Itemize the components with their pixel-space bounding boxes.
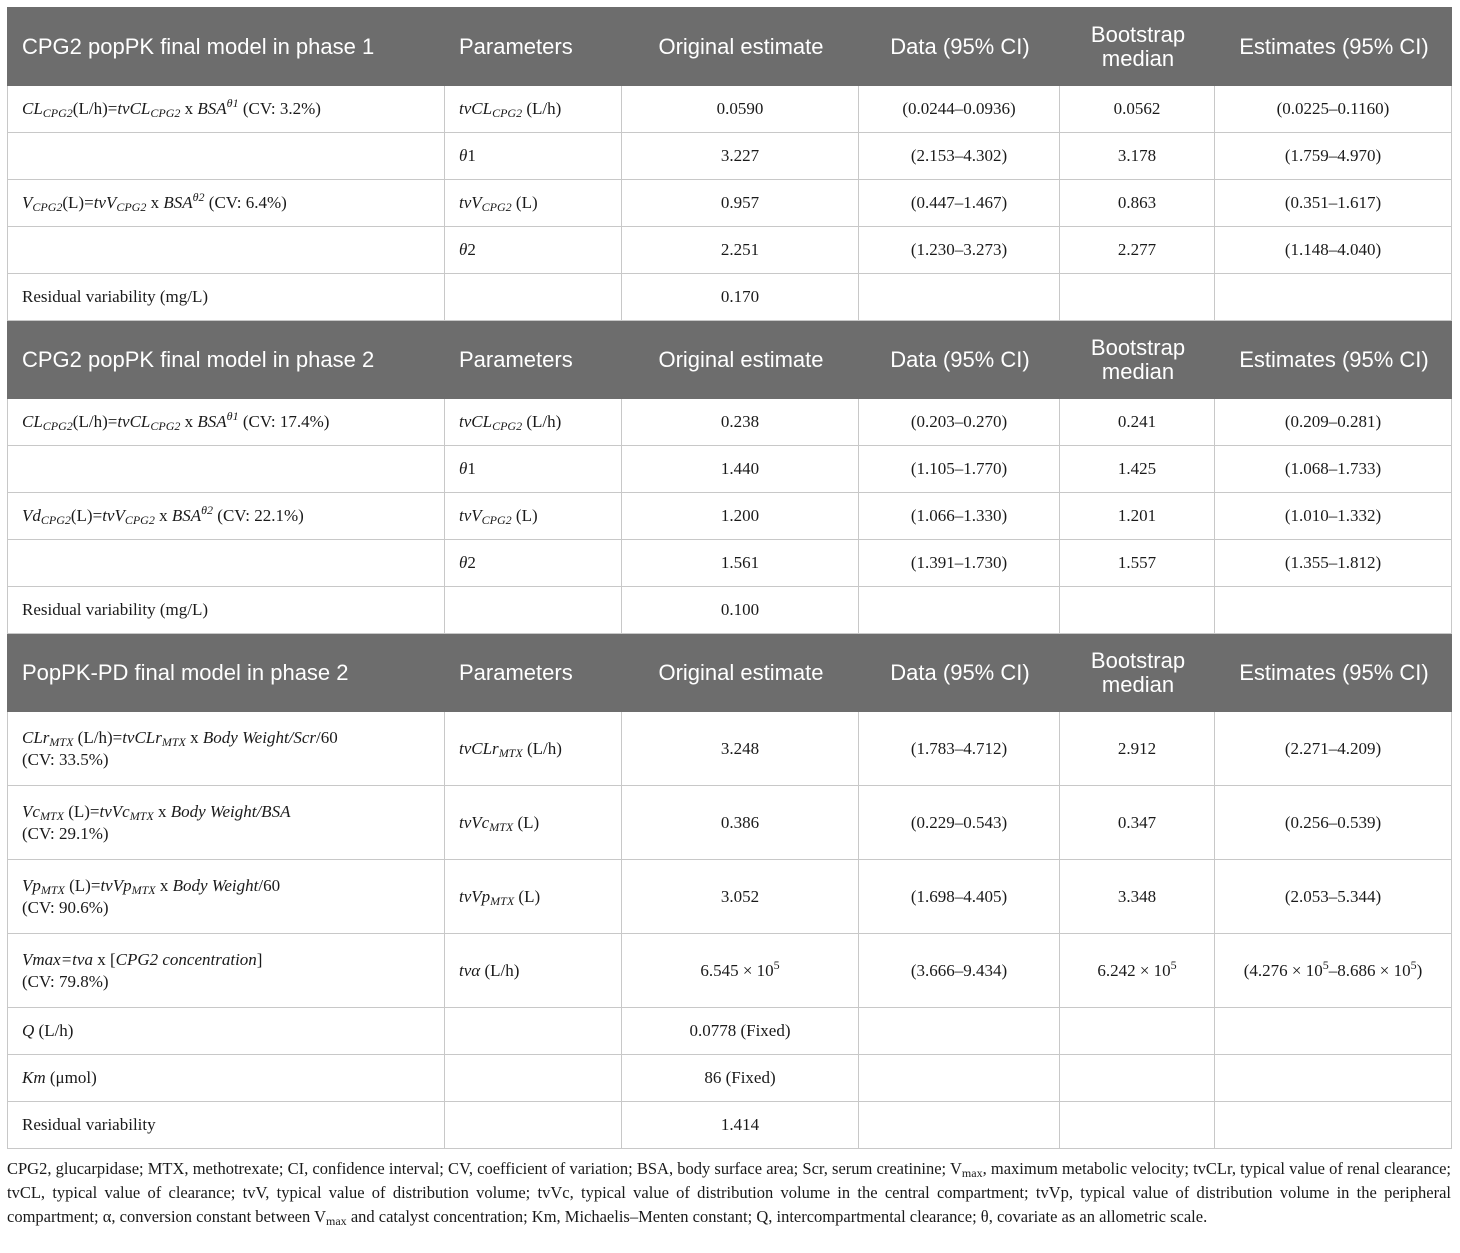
parameter-name: θ1 bbox=[445, 133, 622, 180]
data-ci: (3.666–9.434) bbox=[859, 934, 1060, 1008]
estimates-ci bbox=[1215, 587, 1452, 634]
table-row bbox=[8, 86, 1452, 133]
estimates-ci bbox=[1215, 1008, 1452, 1055]
section-header bbox=[8, 321, 1452, 399]
section-title: PopPK-PD final model in phase 2 bbox=[8, 634, 445, 712]
model-equation: $CL_{CPG2}(L/h)=tvCL_{CPG2}$ x $BSA^{\theta 1}$ (CV: 3.2%) bbox=[8, 86, 445, 133]
bootstrap-median: 0.347 bbox=[1060, 786, 1215, 860]
row-label: Residual variability bbox=[8, 1102, 445, 1149]
original-estimate: 86 (Fixed) bbox=[622, 1055, 859, 1102]
data-ci: (0.203–0.270) bbox=[859, 399, 1060, 446]
section-header bbox=[8, 634, 1452, 712]
estimates-ci: (1.068–1.733) bbox=[1215, 446, 1452, 493]
data-ci: (1.698–4.405) bbox=[859, 860, 1060, 934]
parameter-name: tvV$_{CPG2}$ (L) bbox=[445, 180, 622, 227]
original-estimate: 0.0590 bbox=[622, 86, 859, 133]
section-title: CPG2 popPK final model in phase 1 bbox=[8, 8, 445, 86]
original-estimate: $6.545 \times 10^5$ bbox=[622, 934, 859, 1008]
estimates-ci: (0.0225–0.1160) bbox=[1215, 86, 1452, 133]
col-header-parameters: Parameters bbox=[445, 634, 622, 712]
estimates-ci bbox=[1215, 1102, 1452, 1149]
parameter-name: tvV$_{CPG2}$ (L) bbox=[445, 493, 622, 540]
model-equation: $Vc_{MTX}$ (L)=tvVc$_{MTX}$ x Body Weight/BSA (CV: 29.1%) bbox=[8, 786, 445, 860]
bootstrap-median bbox=[1060, 587, 1215, 634]
estimates-ci: (1.759–4.970) bbox=[1215, 133, 1452, 180]
bootstrap-median: $6.242 \times 10^5$ bbox=[1060, 934, 1215, 1008]
parameter-table bbox=[7, 7, 1452, 1149]
data-ci: (0.447–1.467) bbox=[859, 180, 1060, 227]
parameter-name: θ1 bbox=[445, 446, 622, 493]
estimates-ci: (0.351–1.617) bbox=[1215, 180, 1452, 227]
data-ci: (1.066–1.330) bbox=[859, 493, 1060, 540]
table-row bbox=[8, 1102, 1452, 1149]
data-ci: (1.783–4.712) bbox=[859, 712, 1060, 786]
model-equation: $Vp_{MTX}$ (L)=tvVp$_{MTX}$ x Body Weight/60 (CV: 90.6%) bbox=[8, 860, 445, 934]
original-estimate: 1.440 bbox=[622, 446, 859, 493]
data-ci: (0.229–0.543) bbox=[859, 786, 1060, 860]
table-row bbox=[8, 712, 1452, 786]
table-row bbox=[8, 227, 1452, 274]
original-estimate: 0.100 bbox=[622, 587, 859, 634]
section-title: CPG2 popPK final model in phase 2 bbox=[8, 321, 445, 399]
table-row bbox=[8, 1008, 1452, 1055]
parameter-name: θ2 bbox=[445, 540, 622, 587]
estimates-ci: (1.148–4.040) bbox=[1215, 227, 1452, 274]
row-label: Residual variability (mg/L) bbox=[8, 274, 445, 321]
parameter-name: tvCLr$_{MTX}$ (L/h) bbox=[445, 712, 622, 786]
parameter-name: tvCL$_{CPG2}$ (L/h) bbox=[445, 399, 622, 446]
table-row bbox=[8, 493, 1452, 540]
parameter-name bbox=[445, 1055, 622, 1102]
table-row bbox=[8, 587, 1452, 634]
original-estimate: 1.200 bbox=[622, 493, 859, 540]
bootstrap-median bbox=[1060, 274, 1215, 321]
col-header-data: Data (95% CI) bbox=[859, 634, 1060, 712]
data-ci bbox=[859, 274, 1060, 321]
table-footnote: CPG2, glucarpidase; MTX, methotrexate; CI, confidence interval; CV, coefficient of variation; BSA, body surface area; Scr, serum creatinine; $V_{max}$, maximum metabolic velocity; tvCLr, typical value of renal clearance; tvCL, typical value of clearance; tvV, typical value of distribution volume; tvVc, typical value of distribution volume in the central compartment; tvVp, typical value of distribution volume in the peripheral compartment; α, conversion constant between $V_{max}$ and catalyst concentration; Km, Michaelis–Menten constant; Q, intercompartmental clearance; θ, covariate as an allometric scale. bbox=[7, 1159, 1451, 1228]
col-header-parameters: Parameters bbox=[445, 8, 622, 86]
table-row bbox=[8, 860, 1452, 934]
model-equation: $V_{CPG2}(L)=tvV_{CPG2}$ x $BSA^{\theta 2}$ (CV: 6.4%) bbox=[8, 180, 445, 227]
parameter-name bbox=[445, 1102, 622, 1149]
table-row bbox=[8, 934, 1452, 1008]
original-estimate: 2.251 bbox=[622, 227, 859, 274]
parameter-name: tvVp$_{MTX}$ (L) bbox=[445, 860, 622, 934]
bootstrap-median: 0.241 bbox=[1060, 399, 1215, 446]
bootstrap-median: 3.348 bbox=[1060, 860, 1215, 934]
table-row bbox=[8, 274, 1452, 321]
estimates-ci: (2.271–4.209) bbox=[1215, 712, 1452, 786]
original-estimate: 1.561 bbox=[622, 540, 859, 587]
bootstrap-median: 1.201 bbox=[1060, 493, 1215, 540]
model-equation: $Vd_{CPG2}(L)=tvV_{CPG2}$ x $BSA^{\theta 2}$ (CV: 22.1%) bbox=[8, 493, 445, 540]
estimates-ci: $(4.276 \times 10^5-8.686 \times 10^5)$ bbox=[1215, 934, 1452, 1008]
bootstrap-median: 2.912 bbox=[1060, 712, 1215, 786]
data-ci bbox=[859, 1102, 1060, 1149]
estimates-ci bbox=[1215, 274, 1452, 321]
original-estimate: 3.227 bbox=[622, 133, 859, 180]
row-label: Km (μmol) bbox=[8, 1055, 445, 1102]
data-ci: (0.0244–0.0936) bbox=[859, 86, 1060, 133]
col-header-original: Original estimate bbox=[622, 634, 859, 712]
original-estimate: 3.052 bbox=[622, 860, 859, 934]
model-equation: $CL_{CPG2}(L/h)=tvCL_{CPG2}$ x $BSA^{\theta 1}$ (CV: 17.4%) bbox=[8, 399, 445, 446]
col-header-data: Data (95% CI) bbox=[859, 8, 1060, 86]
col-header-bootstrap: Bootstrap median bbox=[1060, 8, 1215, 86]
parameter-name bbox=[445, 274, 622, 321]
col-header-estimates: Estimates (95% CI) bbox=[1215, 8, 1452, 86]
original-estimate: 0.0778 (Fixed) bbox=[622, 1008, 859, 1055]
parameter-name bbox=[445, 587, 622, 634]
bootstrap-median: 2.277 bbox=[1060, 227, 1215, 274]
col-header-original: Original estimate bbox=[622, 321, 859, 399]
row-label: Residual variability (mg/L) bbox=[8, 587, 445, 634]
section-header bbox=[8, 8, 1452, 86]
bootstrap-median: 0.0562 bbox=[1060, 86, 1215, 133]
original-estimate: 0.386 bbox=[622, 786, 859, 860]
data-ci: (1.391–1.730) bbox=[859, 540, 1060, 587]
parameter-name bbox=[445, 1008, 622, 1055]
col-header-original: Original estimate bbox=[622, 8, 859, 86]
model-equation bbox=[8, 227, 445, 274]
col-header-bootstrap: Bootstrap median bbox=[1060, 321, 1215, 399]
model-equation bbox=[8, 133, 445, 180]
estimates-ci: (0.209–0.281) bbox=[1215, 399, 1452, 446]
table-row bbox=[8, 540, 1452, 587]
bootstrap-median bbox=[1060, 1055, 1215, 1102]
data-ci bbox=[859, 587, 1060, 634]
estimates-ci: (2.053–5.344) bbox=[1215, 860, 1452, 934]
col-header-parameters: Parameters bbox=[445, 321, 622, 399]
bootstrap-median: 1.425 bbox=[1060, 446, 1215, 493]
col-header-estimates: Estimates (95% CI) bbox=[1215, 321, 1452, 399]
col-header-estimates: Estimates (95% CI) bbox=[1215, 634, 1452, 712]
parameter-name: tvVc$_{MTX}$ (L) bbox=[445, 786, 622, 860]
estimates-ci bbox=[1215, 1055, 1452, 1102]
table-row bbox=[8, 133, 1452, 180]
table-row bbox=[8, 446, 1452, 493]
bootstrap-median bbox=[1060, 1102, 1215, 1149]
col-header-data: Data (95% CI) bbox=[859, 321, 1060, 399]
model-equation bbox=[8, 446, 445, 493]
original-estimate: 3.248 bbox=[622, 712, 859, 786]
row-label: Q (L/h) bbox=[8, 1008, 445, 1055]
original-estimate: 0.238 bbox=[622, 399, 859, 446]
table-row bbox=[8, 1055, 1452, 1102]
original-estimate: 0.957 bbox=[622, 180, 859, 227]
bootstrap-median: 0.863 bbox=[1060, 180, 1215, 227]
parameter-name: tvα (L/h) bbox=[445, 934, 622, 1008]
data-ci bbox=[859, 1055, 1060, 1102]
bootstrap-median bbox=[1060, 1008, 1215, 1055]
model-equation bbox=[8, 540, 445, 587]
data-ci bbox=[859, 1008, 1060, 1055]
data-ci: (2.153–4.302) bbox=[859, 133, 1060, 180]
estimates-ci: (0.256–0.539) bbox=[1215, 786, 1452, 860]
bootstrap-median: 1.557 bbox=[1060, 540, 1215, 587]
col-header-bootstrap: Bootstrap median bbox=[1060, 634, 1215, 712]
bootstrap-median: 3.178 bbox=[1060, 133, 1215, 180]
model-equation: Vmax=tva x [CPG2 concentration] (CV: 79.8%) bbox=[8, 934, 445, 1008]
estimates-ci: (1.010–1.332) bbox=[1215, 493, 1452, 540]
original-estimate: 0.170 bbox=[622, 274, 859, 321]
table-row bbox=[8, 399, 1452, 446]
estimates-ci: (1.355–1.812) bbox=[1215, 540, 1452, 587]
data-ci: (1.230–3.273) bbox=[859, 227, 1060, 274]
data-ci: (1.105–1.770) bbox=[859, 446, 1060, 493]
model-equation: CLr$_{MTX}$ (L/h)=tvCLr$_{MTX}$ x Body Weight/Scr/60 (CV: 33.5%) bbox=[8, 712, 445, 786]
table-row bbox=[8, 786, 1452, 860]
parameter-name: tvCL$_{CPG2}$ (L/h) bbox=[445, 86, 622, 133]
parameter-name: θ2 bbox=[445, 227, 622, 274]
original-estimate: 1.414 bbox=[622, 1102, 859, 1149]
table-row bbox=[8, 180, 1452, 227]
